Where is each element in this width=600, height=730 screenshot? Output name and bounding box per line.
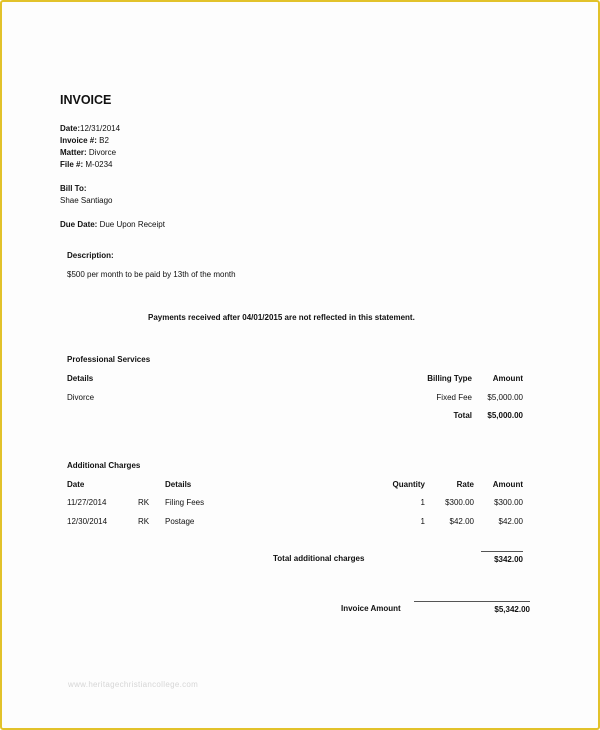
- ac-col-amount: Amount: [492, 480, 523, 489]
- invoice-title: INVOICE: [60, 93, 112, 107]
- ac-row-1-date: 11/27/2014: [67, 498, 107, 507]
- ac-row-1-initials: RK: [138, 498, 150, 507]
- ps-row-details: Divorce: [67, 393, 95, 402]
- matter-label: Matter:: [60, 148, 87, 157]
- invoice-amount-rule: [414, 601, 530, 602]
- ac-row-1-quantity: 1: [420, 498, 425, 507]
- invoice-number-value: B2: [99, 136, 109, 145]
- ac-col-date: Date: [67, 480, 85, 489]
- due-date: [60, 219, 165, 231]
- matter-value: Divorce: [88, 148, 117, 157]
- professional-services-heading: Professional Services: [67, 355, 151, 364]
- description-text: $500 per month to be paid by 13th of the month: [67, 270, 236, 279]
- ac-row-2-rate: $42.00: [449, 517, 474, 526]
- due-date-value: Due Upon Receipt: [99, 220, 165, 229]
- ps-col-billing-type: Billing Type: [427, 374, 472, 383]
- date-value: 12/31/2014: [80, 124, 121, 133]
- ps-col-amount: Amount: [492, 374, 523, 383]
- invoice-date: [60, 123, 120, 135]
- ac-row-1-amount: $300.00: [494, 498, 523, 507]
- ac-col-quantity: Quantity: [392, 480, 425, 489]
- ac-total-rule: [481, 551, 523, 552]
- ps-row-amount: $5,000.00: [487, 393, 523, 402]
- ps-total-value: $5,000.00: [487, 411, 523, 420]
- file-label: File #:: [60, 160, 84, 169]
- ps-col-details: Details: [67, 374, 94, 383]
- ac-row-2-quantity: 1: [420, 517, 425, 526]
- date-label: Date:: [60, 124, 81, 133]
- payments-notice: Payments received after 04/01/2015 are not reflected in this statement.: [148, 313, 415, 322]
- ac-total-value: $342.00: [494, 555, 523, 564]
- ac-total-label: Total additional charges: [273, 554, 365, 563]
- due-date-label: Due Date:: [60, 220, 98, 229]
- watermark: www.heritagechristiancollege.com: [68, 680, 199, 689]
- ac-row-2-date: 12/30/2014: [67, 517, 108, 526]
- bill-to-label: Bill To:: [60, 184, 87, 193]
- ac-row-2-initials: RK: [138, 517, 150, 526]
- additional-charges-heading: Additional Charges: [67, 461, 141, 470]
- invoice-amount-value: $5,342.00: [494, 605, 530, 614]
- invoice-number-label: Invoice #:: [60, 136, 97, 145]
- ps-total-label: Total: [453, 411, 472, 420]
- ac-row-1-rate: $300.00: [445, 498, 474, 507]
- invoice-file: [60, 159, 112, 171]
- ac-row-2-details: Postage: [165, 517, 195, 526]
- description-label: Description:: [67, 251, 114, 260]
- ac-col-details: Details: [165, 480, 192, 489]
- ac-row-2-amount: $42.00: [498, 517, 523, 526]
- ac-col-rate: Rate: [456, 480, 474, 489]
- bill-to-name: Shae Santiago: [60, 196, 113, 205]
- invoice-number: [60, 135, 109, 147]
- file-value: M-0234: [85, 160, 113, 169]
- ac-row-1-details: Filing Fees: [165, 498, 205, 507]
- invoice-amount-label: Invoice Amount: [341, 604, 401, 613]
- invoice-matter: [60, 147, 116, 159]
- ps-row-billing-type: Fixed Fee: [436, 393, 472, 402]
